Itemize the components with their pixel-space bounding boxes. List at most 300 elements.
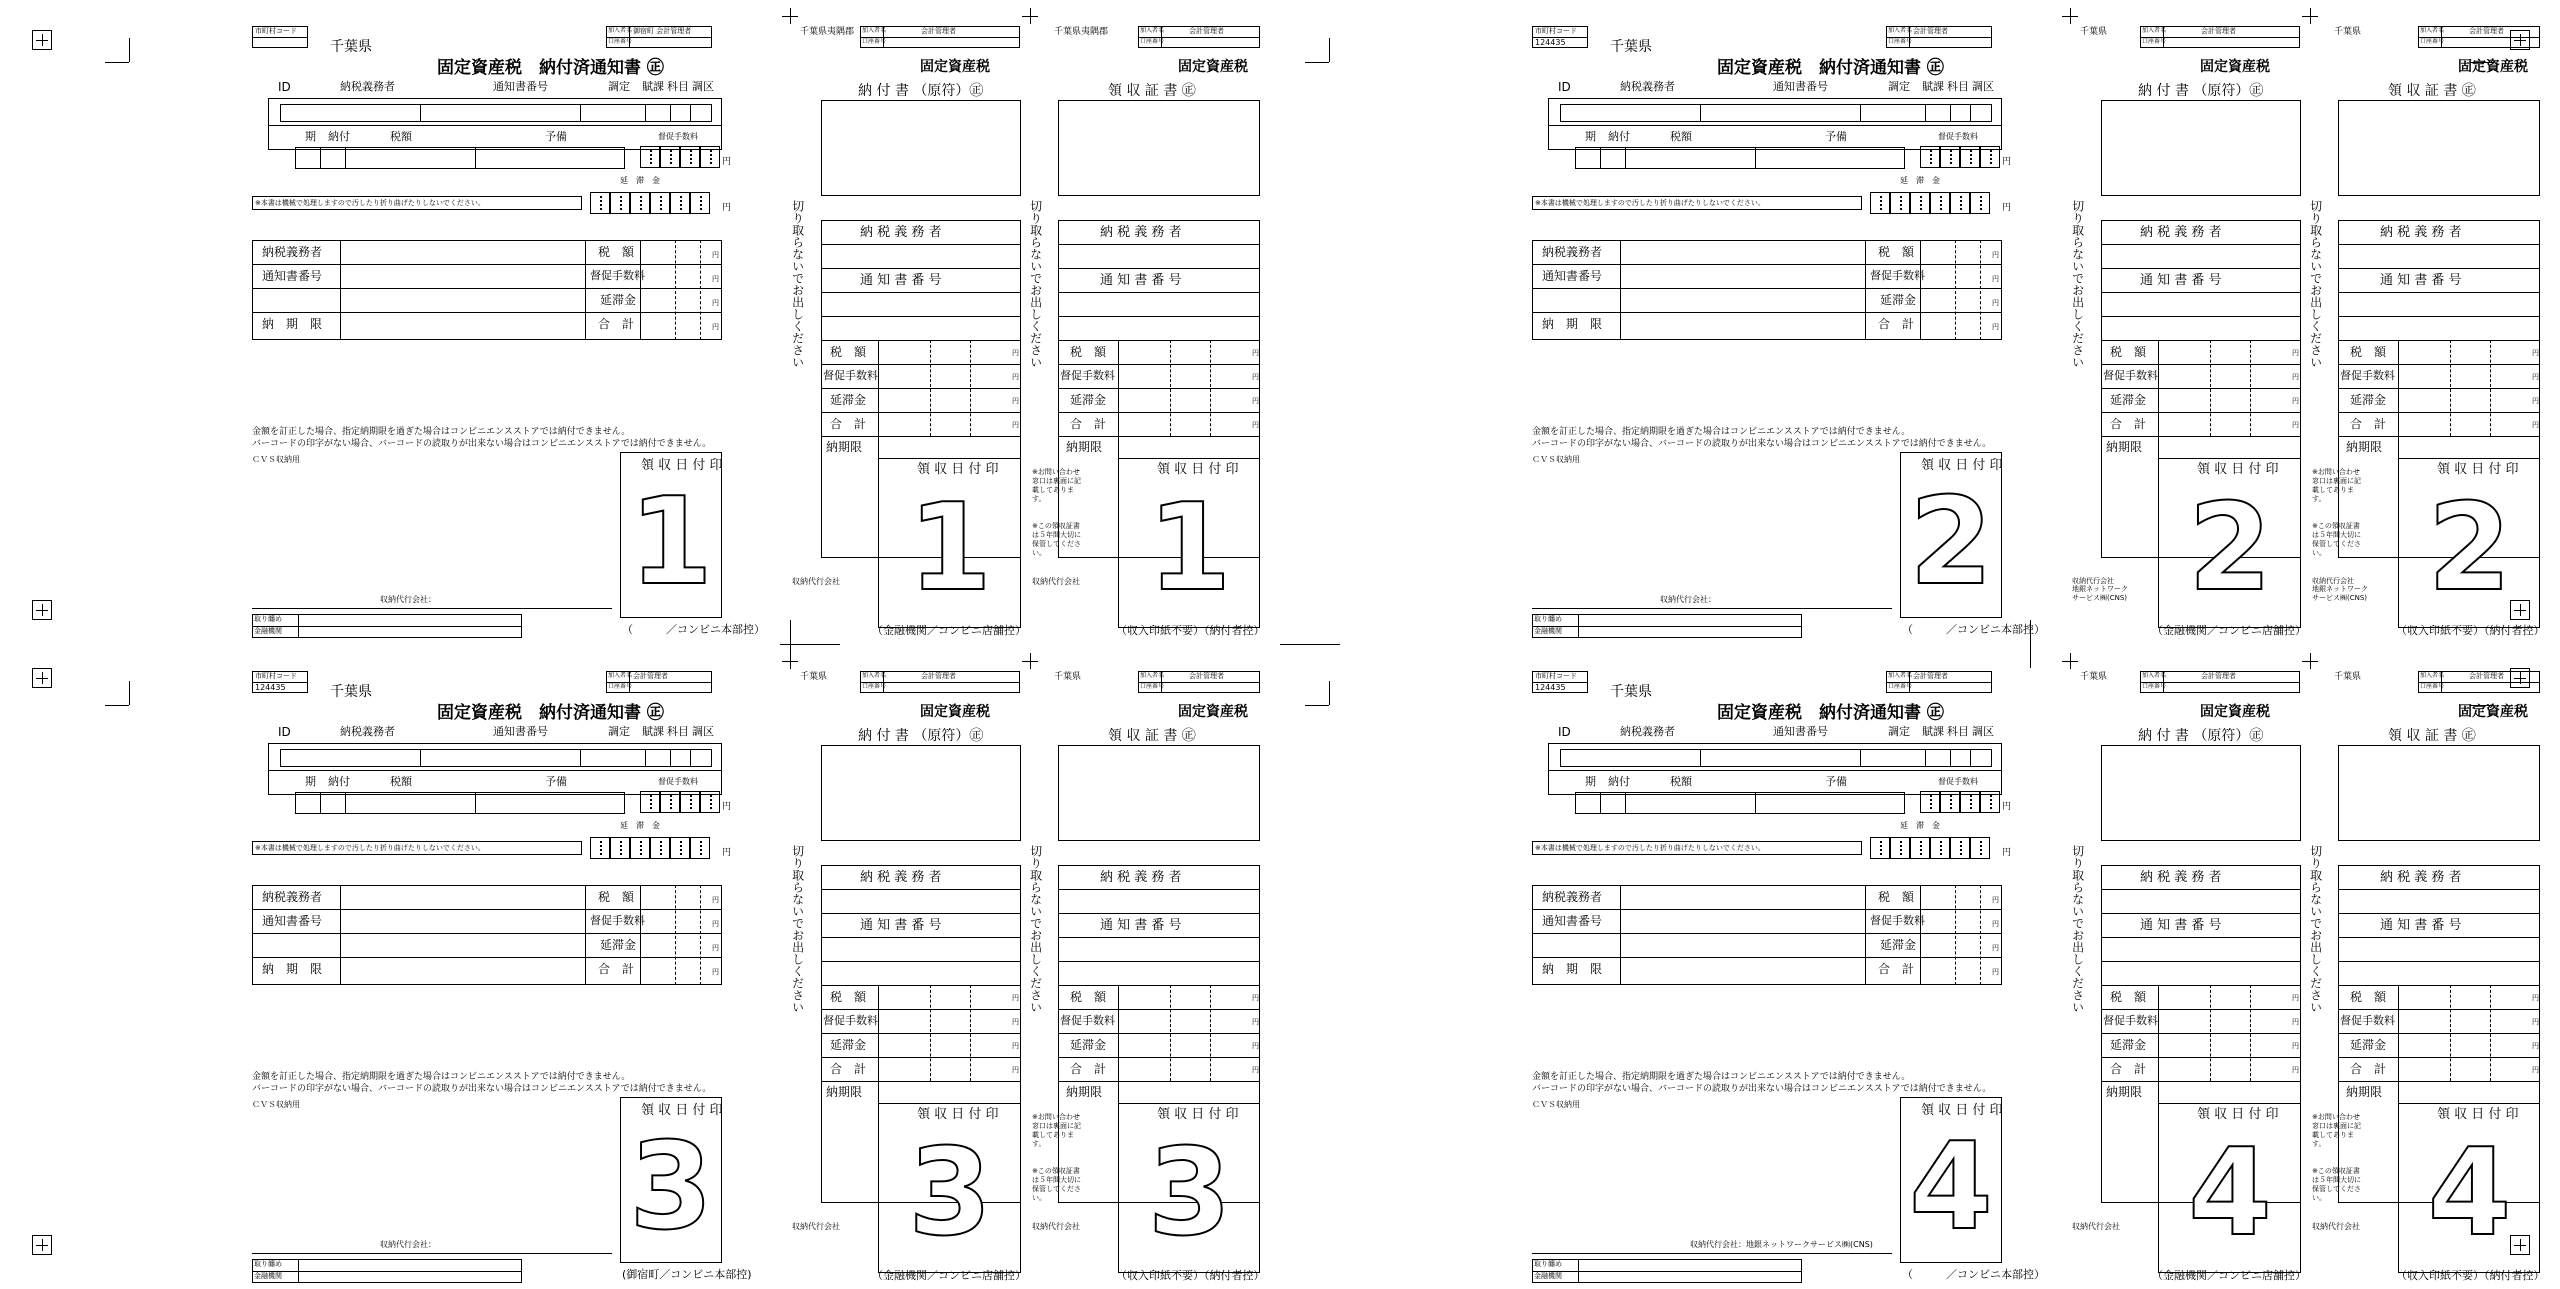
rule-line <box>1700 749 1701 767</box>
crop-mark <box>1329 681 1330 705</box>
dashed-line <box>2490 985 2491 1081</box>
rule-line <box>878 985 879 1081</box>
cut-line <box>1022 16 1038 17</box>
dashed-line <box>2450 985 2451 1081</box>
digit-box <box>660 146 680 168</box>
mid-title: 固定資産税 <box>2200 59 2270 75</box>
agent-short: 収納代行会社 <box>792 577 840 586</box>
cvs-label: ＣＶＳ収納用 <box>252 1100 300 1109</box>
rule-line <box>2398 340 2399 436</box>
digit-box <box>610 192 630 214</box>
rule-line <box>1532 1271 1802 1272</box>
col-chiku: 調区 <box>1972 80 1994 93</box>
right-fee: 督促手数料 <box>1060 369 1115 382</box>
rule-line <box>2398 436 2399 458</box>
rule-line <box>690 104 691 122</box>
digit-box <box>650 837 670 859</box>
col-choutei: 調定 <box>608 80 630 93</box>
account-label: 口座番号 <box>1888 683 1913 690</box>
rule-line <box>2101 316 2301 317</box>
stamp-number: 1 <box>1147 479 1232 618</box>
rule-line <box>2338 1057 2540 1058</box>
yen-cell: 円 <box>712 251 719 259</box>
right-total: 合 計 <box>1070 1062 1107 1076</box>
dashed-line <box>930 985 931 1081</box>
inquiry-note: ※お問い合わせ窓口は裏面に記載してあります。 <box>1032 1113 1081 1149</box>
rule-line <box>1755 792 1756 814</box>
id-field-row <box>280 104 712 122</box>
yen-cell: 円 <box>2292 1042 2299 1050</box>
rule-line <box>1620 240 1621 340</box>
rule-line <box>1860 104 1861 122</box>
rule-line <box>1058 388 1260 389</box>
rule-line <box>298 1259 299 1283</box>
stamp-label: 領 収 日 付 印 <box>2197 462 2279 477</box>
payee-value: 御宿町 会計管理者 <box>633 27 692 35</box>
slip-3 <box>0 645 1280 1289</box>
mid-late: 延滞金 <box>2110 1038 2147 1052</box>
notice-title: 固定資産税 納付済通知書 ㊣ <box>1717 58 1944 78</box>
yen-cell: 円 <box>712 920 719 928</box>
rule-line <box>821 937 1021 938</box>
rule-line <box>2101 412 2301 413</box>
mid-late: 延滞金 <box>830 393 867 407</box>
col-kamoku: 科目 <box>667 80 689 93</box>
stamp-number: 1 <box>629 473 713 612</box>
yen-cell: 円 <box>1252 373 1259 381</box>
rule-line <box>821 388 1021 389</box>
col-choutei: 調定 <box>1888 725 1910 738</box>
digit-box <box>1980 791 2000 813</box>
row-tax: 税 額 <box>1878 245 1915 259</box>
rule-line <box>821 412 1021 413</box>
left-footer: (御宿町／コンビニ本部控) <box>622 1268 752 1281</box>
yen-cell: 円 <box>2532 1042 2539 1050</box>
account-label: 口座番号 <box>1140 683 1165 690</box>
rule-line <box>1548 125 2002 126</box>
bank-label-2: 金融機関 <box>1534 627 1562 635</box>
digit-box <box>1940 146 1960 168</box>
rule-line <box>1925 104 1926 122</box>
rule-line <box>2101 436 2301 437</box>
digit-box <box>1960 146 1980 168</box>
stamp-number: 4 <box>2427 1124 2512 1263</box>
id-field-row <box>280 749 712 767</box>
bank-box <box>1532 614 1802 638</box>
rule-line <box>252 909 722 910</box>
rule-line <box>821 292 1021 293</box>
yen-1: 円 <box>2002 802 2012 812</box>
rule-line <box>2338 316 2540 317</box>
yen-cell: 円 <box>1992 323 1999 331</box>
mid-payee-box <box>860 26 1020 48</box>
rule-line <box>1950 104 1951 122</box>
rule-line <box>1625 792 1626 814</box>
rule-line <box>2101 1081 2301 1082</box>
rule-line <box>1058 244 1260 245</box>
mid-heading: 納 付 書 （原符）㊣ <box>2138 83 2264 99</box>
row-taxpayer: 納税義務者 <box>262 890 323 904</box>
machine-note: ※本書は機械で処理しますので汚したり折り曲げたりしないでください。 <box>255 199 485 207</box>
mid-pref: 千葉県 <box>2080 27 2108 37</box>
col-tax: 税額 <box>390 775 412 788</box>
payment-slip-section <box>2070 645 2310 1289</box>
receipt-stamp-box <box>620 452 722 618</box>
mid-total: 合 計 <box>830 417 867 431</box>
rule-line <box>345 147 346 169</box>
mid-notice: 通 知 書 番 号 <box>2140 273 2222 288</box>
payee-box <box>606 26 712 48</box>
mid-total: 合 計 <box>830 1062 867 1076</box>
dashed-line <box>1210 340 1211 436</box>
rule-line <box>1118 985 1119 1081</box>
rule-line <box>821 985 1021 986</box>
rule-line <box>252 957 722 958</box>
municipality-code-box <box>252 26 308 48</box>
keep-note: ※この領収証書は５年間大切に保管してください。 <box>2312 522 2361 558</box>
rule-line <box>252 288 722 289</box>
yen-1: 円 <box>2002 157 2012 167</box>
summary-table <box>252 885 722 985</box>
agent-company: 収納代行会社 地銀ネットワーク サービス㈱(CNS) <box>2312 577 2368 602</box>
yen-cell: 円 <box>1012 1042 1019 1050</box>
prefecture-name: 千葉県 <box>1610 684 1652 700</box>
mid-notice: 通 知 書 番 号 <box>2140 918 2222 933</box>
mid-heading: 納 付 書 （原符）㊣ <box>2138 728 2264 744</box>
rule-line <box>2338 1081 2540 1082</box>
yen-cell: 円 <box>1012 373 1019 381</box>
municipality-code-label: 市町村コード <box>255 27 297 35</box>
right-due: 納期限 <box>2346 1085 2383 1099</box>
account-label: 口座番号 <box>2420 38 2445 45</box>
yen-cell: 円 <box>1252 1042 1259 1050</box>
stamp-label: 領 収 日 付 印 <box>917 1107 999 1122</box>
row-due: 納 期 限 <box>262 317 323 331</box>
col-period: 期 <box>305 130 316 143</box>
rule-line <box>1058 292 1260 293</box>
rule-line <box>1532 288 2002 289</box>
bank-label-2: 金融機関 <box>254 627 282 635</box>
rule-line <box>821 340 1021 341</box>
yen-cell: 円 <box>2532 1066 2539 1074</box>
rule-line <box>2101 292 2301 293</box>
right-notice: 通 知 書 番 号 <box>1100 918 1182 933</box>
yen-2: 円 <box>2002 848 2012 858</box>
cut-line <box>2062 16 2078 17</box>
dashed-line <box>1980 240 1981 340</box>
stamp-number: 3 <box>1147 1124 1232 1263</box>
registration-mark <box>32 668 52 688</box>
stamp-number: 2 <box>2427 479 2512 618</box>
digit-box <box>1920 146 1940 168</box>
payee-label: 加入者名 <box>2420 27 2445 34</box>
rule-line <box>1058 316 1260 317</box>
mid-total: 合 計 <box>2110 1062 2147 1076</box>
municipality-code-box <box>1532 671 1588 693</box>
rule-line <box>1925 749 1926 767</box>
digit-box <box>1930 837 1950 859</box>
machine-note: ※本書は機械で処理しますので汚したり折り曲げたりしないでください。 <box>255 844 485 852</box>
rule-line <box>2338 961 2540 962</box>
right-tax: 税 額 <box>2350 990 2387 1004</box>
digit-box <box>1940 791 1960 813</box>
stamp-label: 領 収 日 付 印 <box>1157 1107 1239 1122</box>
crop-mark <box>1329 38 1330 62</box>
machine-note-frame <box>1532 196 1862 210</box>
mid-late: 延滞金 <box>2110 393 2147 407</box>
yen-cell: 円 <box>2532 373 2539 381</box>
col-id: ID <box>278 80 291 94</box>
col-tax: 税額 <box>390 130 412 143</box>
inquiry-note: ※お問い合わせ窓口は裏面に記載してあります。 <box>1032 468 1081 504</box>
rule-line <box>1970 104 1971 122</box>
rule-line <box>2101 937 2301 938</box>
registration-mark <box>2510 1235 2530 1255</box>
right-footer: （収入印紙不要）（納付者控） <box>2396 624 2545 637</box>
rule-line <box>821 268 1021 269</box>
rule-line <box>2101 268 2301 269</box>
row-taxpayer: 納税義務者 <box>262 245 323 259</box>
rule-line <box>252 933 722 934</box>
bank-label-1: 取り纏め <box>254 1260 282 1268</box>
right-late: 延滞金 <box>2350 393 2387 407</box>
stamp-label: 領 収 日 付 印 <box>1157 462 1239 477</box>
rule-line <box>1755 147 1756 169</box>
rule-line <box>2101 364 2301 365</box>
summary-table <box>252 240 722 340</box>
payee-label: 加入者名 <box>2420 672 2445 679</box>
mid-title: 固定資産税 <box>920 59 990 75</box>
payee-value: 会計管理者 <box>633 672 668 680</box>
dashed-line <box>2210 985 2211 1081</box>
account-label: 口座番号 <box>1140 38 1165 45</box>
mid-due: 納期限 <box>2106 440 2143 454</box>
dashed-line <box>2250 985 2251 1081</box>
keep-note: ※この領収証書は５年間大切に保管してください。 <box>1032 522 1081 558</box>
notice-section <box>250 645 790 1289</box>
fee-label: 督促手数料 <box>1938 132 1978 141</box>
rule-line <box>420 104 421 122</box>
payee-label: 加入者名 <box>2142 672 2167 679</box>
inquiry-note: ※お問い合わせ窓口は裏面に記載してあります。 <box>2312 468 2361 504</box>
row-due: 納 期 限 <box>262 962 323 976</box>
rule-line <box>345 792 346 814</box>
yen-cell: 円 <box>2292 994 2299 1002</box>
payee-value: 会計管理者 <box>2469 672 2504 680</box>
rule-line <box>1600 147 1601 169</box>
rule-line <box>1970 749 1971 767</box>
rule-line <box>1620 885 1621 985</box>
row-due: 納 期 限 <box>1542 962 1603 976</box>
rule-line <box>2101 1009 2301 1010</box>
digit-box <box>640 146 660 168</box>
mid-due: 納期限 <box>2106 1085 2143 1099</box>
account-label: 口座番号 <box>2420 683 2445 690</box>
dashed-line <box>2450 340 2451 436</box>
yen-cell: 円 <box>2292 1018 2299 1026</box>
rule-line <box>821 1081 1021 1082</box>
rule-line <box>821 244 1021 245</box>
digit-box <box>1910 837 1930 859</box>
yen-cell: 円 <box>1992 251 1999 259</box>
digit-box <box>630 837 650 859</box>
rule-line <box>821 364 1021 365</box>
right-blank-area <box>1058 100 1260 196</box>
rule-line <box>2338 340 2540 341</box>
yen-cell: 円 <box>2532 349 2539 357</box>
warning-2: バーコードの印字がない場合、バーコードの読取りが出来ない場合はコンビニエンスストアでは納付できません。 <box>1532 1084 1992 1094</box>
rule-line <box>320 792 321 814</box>
agent-short: 収納代行会社 <box>2312 1222 2360 1231</box>
rule-line <box>420 749 421 767</box>
rule-line <box>640 240 641 340</box>
yen-cell: 円 <box>1252 421 1259 429</box>
rule-line <box>2158 436 2159 458</box>
rule-line <box>475 792 476 814</box>
col-chiku: 調区 <box>1972 725 1994 738</box>
payee-box <box>606 671 712 693</box>
right-pref: 千葉県 <box>1054 672 1082 682</box>
mid-late: 延滞金 <box>830 1038 867 1052</box>
rule-line <box>821 1057 1021 1058</box>
col-period: 期 <box>305 775 316 788</box>
dashed-line <box>1955 885 1956 985</box>
payee-label: 加入者名 <box>862 672 887 679</box>
late-label: 延 滞 金 <box>1900 821 1940 830</box>
row-total: 合 計 <box>598 962 635 976</box>
rule-line <box>2338 268 2540 269</box>
mid-stamp-box <box>2158 458 2301 628</box>
right-payee-box <box>1138 671 1260 693</box>
rule-line <box>1058 985 1260 986</box>
left-footer: （ ／コンビニ本部控） <box>1902 1268 2045 1281</box>
mid-due: 納期限 <box>826 1085 863 1099</box>
mid-barcode-area <box>821 745 1021 841</box>
digit-box <box>690 837 710 859</box>
row-tax: 税 額 <box>1878 890 1915 904</box>
left-footer: （ ／コンビニ本部控） <box>622 623 765 636</box>
yen-cell: 円 <box>1252 397 1259 405</box>
row-notice: 通知書番号 <box>262 269 323 283</box>
yen-cell: 円 <box>1992 944 1999 952</box>
rule-line <box>1920 240 1921 340</box>
mid-barcode-area <box>2101 745 2301 841</box>
right-title: 固定資産税 <box>1178 59 1248 75</box>
mid-barcode-area <box>2101 100 2301 196</box>
cut-instruction: 切り取らないでお出しください <box>1028 200 1043 368</box>
mid-tax: 税 額 <box>2110 990 2147 1004</box>
rule-line <box>2101 889 2301 890</box>
mid-heading: 納 付 書 （原符）㊣ <box>858 728 984 744</box>
prefecture-name: 千葉県 <box>1610 39 1652 55</box>
account-label: 口座番号 <box>608 683 633 690</box>
account-label: 口座番号 <box>862 683 887 690</box>
rule-line <box>2338 937 2540 938</box>
rule-line <box>1058 1009 1260 1010</box>
rule-line <box>1058 340 1260 341</box>
row-fee: 督促手数料 <box>1870 914 1925 927</box>
rule-line <box>1625 147 1626 169</box>
dashed-line <box>700 240 701 340</box>
rule-line <box>640 885 641 985</box>
rule-line <box>1118 1081 1119 1103</box>
digit-box <box>610 837 630 859</box>
mid-taxpayer: 納 税 義 務 者 <box>860 225 942 240</box>
rule-line <box>2101 388 2301 389</box>
rule-line <box>645 749 646 767</box>
municipality-code-box <box>252 671 308 693</box>
agent-line: 収納代行会社：地銀ネットワークサービス㈱(CNS) <box>1690 1240 1873 1249</box>
stamp-label: 領 収 日 付 印 <box>2437 462 2519 477</box>
col-chiku: 調区 <box>692 80 714 93</box>
payee-label: 加入者名 <box>2142 27 2167 34</box>
yen-2: 円 <box>722 848 732 858</box>
bank-label-1: 取り纏め <box>1534 1260 1562 1268</box>
right-late: 延滞金 <box>1070 393 1107 407</box>
yen-cell: 円 <box>712 275 719 283</box>
registration-mark <box>2510 600 2530 620</box>
right-due: 納期限 <box>1066 440 1103 454</box>
account-label: 口座番号 <box>862 38 887 45</box>
right-blank-area <box>2338 745 2540 841</box>
dashed-line <box>675 885 676 985</box>
right-blank-area <box>1058 745 1260 841</box>
receipt-section <box>1030 0 1280 644</box>
warning-2: バーコードの印字がない場合、バーコードの読取りが出来ない場合はコンビニエンスストアでは納付できません。 <box>252 439 712 449</box>
stamp-label: 領 収 日 付 印 <box>2437 1107 2519 1122</box>
rule-line <box>252 264 722 265</box>
rule-line <box>821 1009 1021 1010</box>
right-footer: （収入印紙不要）（納付者控） <box>1116 1269 1265 1282</box>
dashed-line <box>2490 340 2491 436</box>
payee-value: 会計管理者 <box>921 27 956 35</box>
dashed-line <box>2210 340 2211 436</box>
rule-line <box>1950 749 1951 767</box>
right-pref: 千葉県 <box>2334 27 2362 37</box>
right-notice: 通 知 書 番 号 <box>1100 273 1182 288</box>
dashed-line <box>970 985 971 1081</box>
registration-mark <box>2510 30 2530 50</box>
mid-payee-box <box>860 671 1020 693</box>
payee-value: 会計管理者 <box>1189 672 1224 680</box>
right-heading: 領 収 証 書 ㊣ <box>2388 728 2476 744</box>
col-notice-no: 通知書番号 <box>1773 725 1828 738</box>
right-blank-area <box>2338 100 2540 196</box>
municipality-code-value: 124435 <box>1535 683 1566 692</box>
rule-line <box>1532 957 2002 958</box>
registration-mark <box>2510 668 2530 688</box>
receipt-section <box>2310 645 2560 1289</box>
right-stamp-box <box>1118 1103 1260 1273</box>
mid-taxpayer: 納 税 義 務 者 <box>2140 225 2222 240</box>
mid-fee: 督促手数料 <box>823 1014 878 1027</box>
yen-cell: 円 <box>1992 275 1999 283</box>
dashed-line <box>1170 340 1171 436</box>
rule-line <box>2338 1009 2540 1010</box>
right-heading: 領 収 証 書 ㊣ <box>1108 728 1196 744</box>
page-divider <box>790 620 791 668</box>
rule-line <box>1058 364 1260 365</box>
row-late: 延滞金 <box>600 293 637 307</box>
rule-line <box>252 1271 522 1272</box>
rule-line <box>585 885 586 985</box>
yen-2: 円 <box>722 203 732 213</box>
col-choutei: 調定 <box>608 725 630 738</box>
rule-line <box>1578 614 1579 638</box>
rule-line <box>1532 933 2002 934</box>
stamp-label: 領 収 日 付 印 <box>641 458 723 473</box>
keep-note: ※この領収証書は５年間大切に保管してください。 <box>2312 1167 2361 1203</box>
